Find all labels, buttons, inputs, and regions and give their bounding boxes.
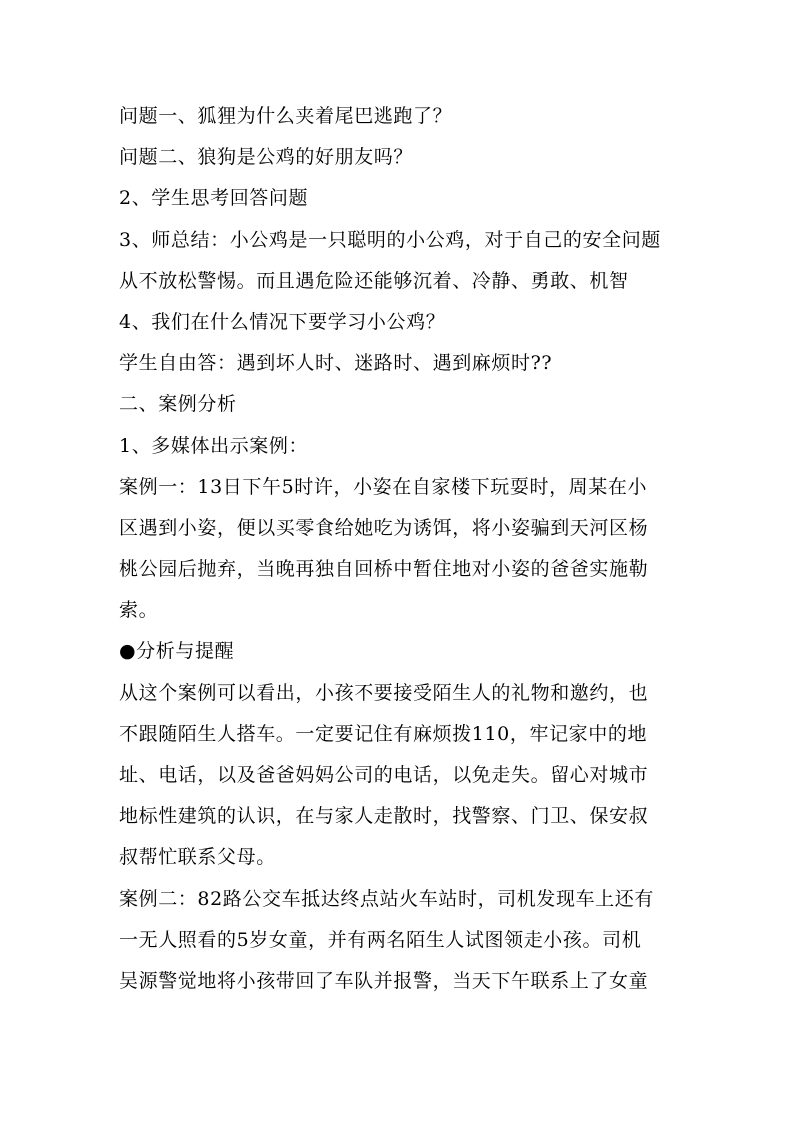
step-3-line: 3、师总结：小公鸡是一只聪明的小公鸡，对于自己的安全问题	[119, 228, 661, 251]
question-two: 问题二、狼狗是公鸡的好朋友吗？	[119, 146, 414, 169]
analysis-line-3: 址、电话，以及爸爸妈妈公司的电话，以免走失。留心对城市	[119, 764, 649, 786]
step-2-line: 2、学生思考回答问题	[119, 187, 309, 210]
analysis-line-2: 不跟随陌生人搭车。一定要记住有麻烦拨110，牢记家中的地	[119, 722, 648, 745]
step-4-line: 4、我们在什么情况下要学习小公鸡？	[119, 310, 446, 333]
case-two-line-1: 案例二：82路公交车抵达终点站火车站时，司机发现车上还有	[119, 887, 654, 910]
analysis-line-5: 叔帮忙联系父母。	[119, 846, 276, 869]
analysis-line-1: 从这个案例可以看出，小孩不要接受陌生人的礼物和邀约，也	[119, 681, 649, 704]
question-one: 问题一、狐狸为什么夹着尾巴逃跑了？	[119, 105, 453, 127]
case-one-line-2: 区遇到小姿，便以买零食给她吃为诱饵，将小姿骗到天河区杨	[119, 516, 649, 539]
section-heading-case-analysis: 二、案例分析	[119, 393, 237, 416]
case-two-line-2: 一无人照看的5岁女童，并有两名陌生人试图领走小孩。司机	[119, 928, 642, 951]
analysis-heading: ●分析与提醒	[119, 640, 235, 663]
case-one-line-1: 案例一：13日下午5时许，小姿在自家楼下玩耍时，周某在小	[119, 475, 648, 498]
case-one-line-3: 桃公园后抛弃，当晚再独自回桥中暂住地对小姿的爸爸实施勒	[119, 558, 649, 581]
case-one-line-4: 索。	[119, 599, 159, 622]
student-answer-line: 学生自由答：遇到坏人时、迷路时、遇到麻烦时??	[119, 352, 553, 375]
analysis-line-4: 地标性建筑的认识，在与家人走散时，找警察、门卫、保安叔	[119, 805, 649, 828]
case-two-line-3: 吴源警觉地将小孩带回了车队并报警，当天下午联系上了女童	[119, 969, 649, 992]
multimedia-line: 1、多媒体出示案例：	[119, 434, 309, 457]
step-3-continuation: 从不放松警惕。而且遇危险还能够沉着、冷静、勇敢、机智	[119, 269, 629, 292]
document-body	[119, 96, 679, 1002]
